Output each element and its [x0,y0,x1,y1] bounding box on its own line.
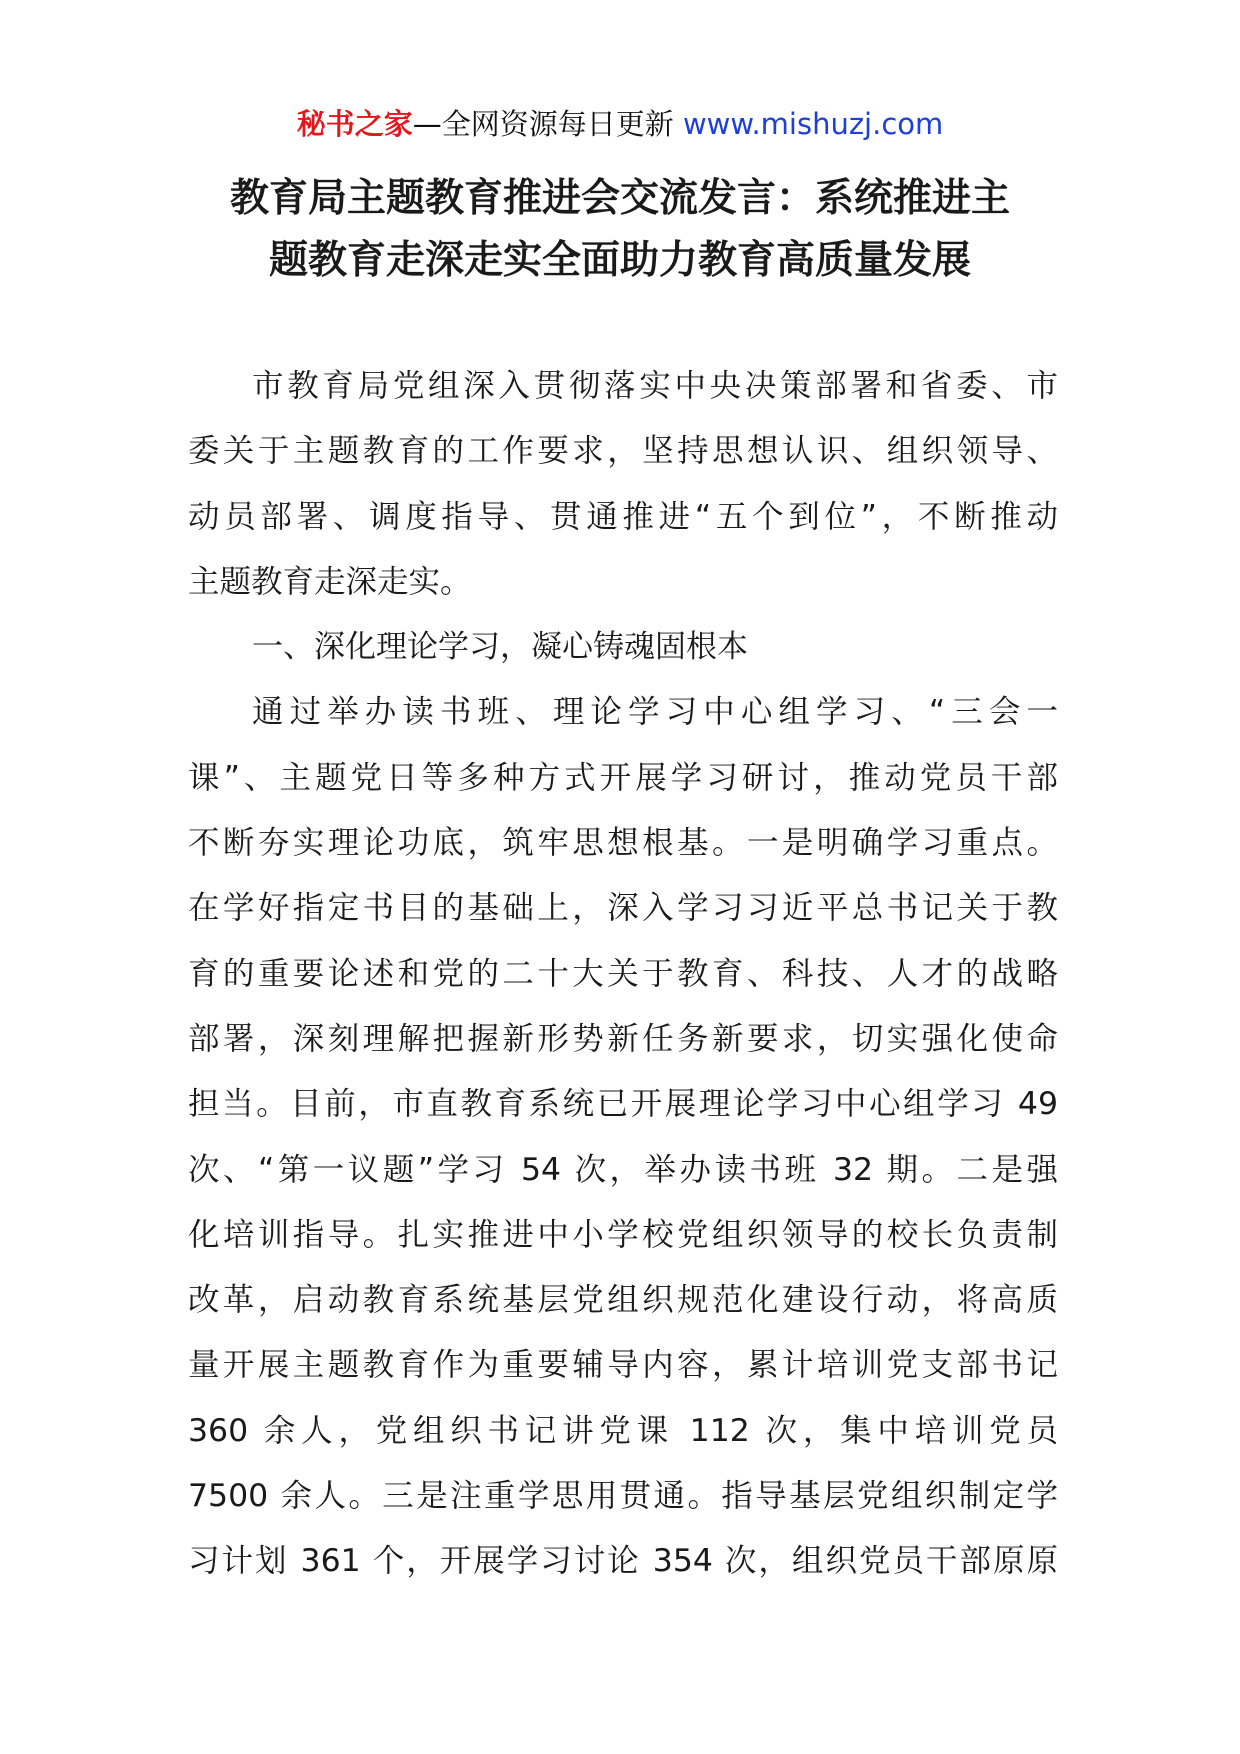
paragraph-line: 量开展主题教育作为重要辅导内容，累计培训党支部书记 [188,1347,1058,1384]
paragraph-line: 市教育局党组深入贯彻落实中央决策部署和省委、市 [252,368,1058,404]
section-heading: 一、深化理论学习，凝心铸魂固根本 [252,629,748,666]
paragraph-line: 通过举办读书班、理论学习中心组学习、“三会一 [252,694,1058,731]
paragraph-line: 不断夯实理论功底，筑牢思想根基。一是明确学习重点。 [188,825,1058,862]
paragraph-line: 360 余人，党组织书记讲党课 112 次，集中培训党员 [188,1412,1058,1449]
paragraph-line: 担当。目前，市直教育系统已开展理论学习中心组学习 49 [188,1086,1058,1123]
paragraph-line: 改革，启动教育系统基层党组织规范化建设行动，将高质 [188,1282,1058,1319]
brand-name: 秘书之家 [296,107,413,141]
title-line: 题教育走深走实全面助力教育高质量发展 [268,238,971,283]
site-header [0,104,1240,144]
paragraph-line: 7500 余人。三是注重学思用贯通。指导基层党组织制定学 [188,1478,1058,1515]
paragraph-line: 课”、主题党日等多种方式开展学习研讨，推动党员干部 [188,759,1058,796]
title-line: 教育局主题教育推进会交流发言：系统推进主 [229,176,1010,221]
header-slogan: —全网资源每日更新 [412,107,674,141]
paragraph-line: 主题教育走深走实。 [188,563,472,600]
paragraph-line: 次、“第一议题”学习 54 次，举办读书班 32 期。二是强 [188,1151,1058,1188]
site-url-link[interactable]: www.mishuzj.com [673,107,944,141]
paragraph-line: 动员部署、调度指导、贯通推进“五个到位”，不断推动 [188,498,1058,535]
paragraph-line: 部署，深刻理解把握新形势新任务新要求，切实强化使命 [188,1020,1058,1057]
paragraph-line: 化培训指导。扎实推进中小学校党组织领导的校长负责制 [188,1216,1058,1253]
document-body [188,354,1058,1595]
paragraph-line: 育的重要论述和党的二十大关于教育、科技、人才的战略 [188,955,1058,992]
paragraph-line: 习计划 361 个，开展学习讨论 354 次，组织党员干部原原 [188,1543,1058,1580]
paragraph-line: 在学好指定书目的基础上，深入学习习近平总书记关于教 [188,890,1058,927]
paragraph-line: 委关于主题教育的工作要求，坚持思想认识、组织领导、 [188,433,1058,470]
document-title [170,168,1070,292]
